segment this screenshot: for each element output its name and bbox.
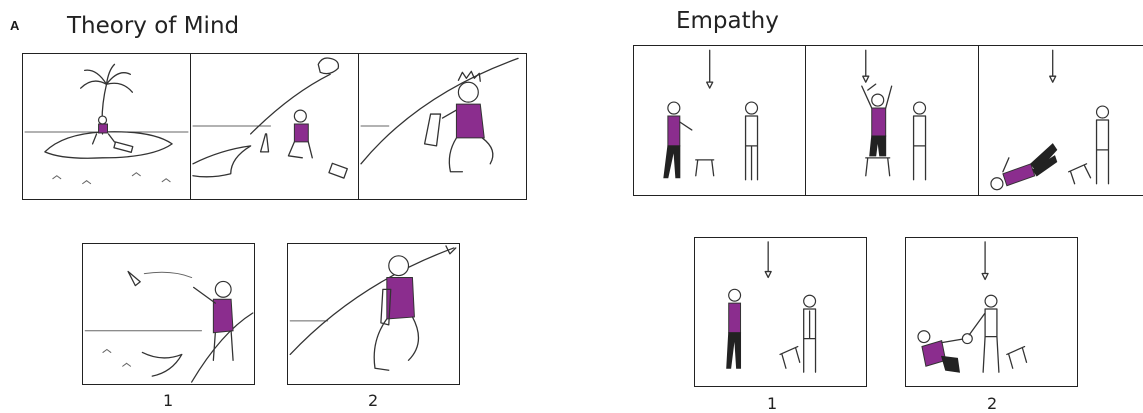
island-drawing	[23, 54, 190, 199]
tom-panel-reading	[359, 54, 526, 199]
empathy-option-1-number: 1	[767, 394, 778, 413]
empathy-title: Empathy	[676, 8, 779, 34]
reaching-drawing	[806, 46, 977, 195]
tom-option-2-card[interactable]	[287, 243, 460, 385]
throwing-bottle-drawing	[83, 244, 254, 384]
reading-drawing	[359, 54, 526, 199]
tom-panel-island	[23, 54, 191, 199]
empathy-panel-reaching	[806, 46, 978, 195]
ignoring-drawing	[695, 238, 866, 386]
theory-of-mind-title: Theory of Mind	[67, 13, 240, 39]
empathy-panel-fallen	[979, 46, 1143, 195]
empathy-panel-standing	[634, 46, 806, 195]
panel-label: A	[10, 18, 20, 33]
bottle-found-drawing	[191, 54, 358, 199]
tom-option-1-card[interactable]	[82, 243, 255, 385]
tom-story-strip	[22, 53, 527, 200]
empathy-story-strip	[633, 45, 1143, 196]
standing-drawing	[634, 46, 805, 195]
empathy-option-1-card[interactable]	[694, 237, 867, 387]
tom-option-2-number: 2	[368, 391, 379, 410]
helping-drawing	[906, 238, 1077, 386]
empathy-option-2-card[interactable]	[905, 237, 1078, 387]
empathy-option-2-number: 2	[987, 394, 998, 413]
tom-option-1-number: 1	[163, 391, 174, 410]
fallen-drawing	[979, 46, 1143, 195]
sad-reading-drawing	[288, 244, 459, 384]
tom-panel-bottle-found	[191, 54, 359, 199]
